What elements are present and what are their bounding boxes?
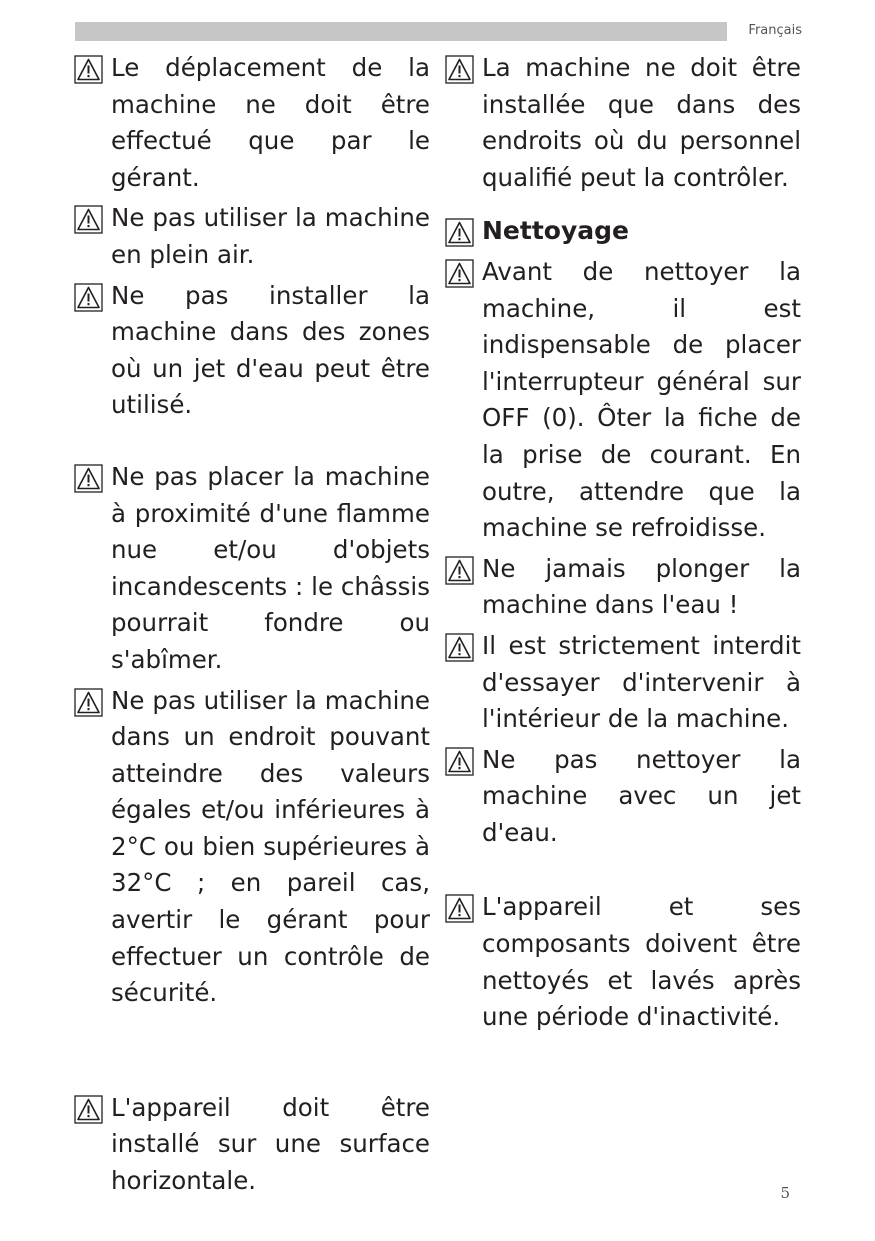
warning-item [74,1090,430,1200]
warning-triangle-icon [74,464,103,493]
warning-item [445,742,801,852]
warning-item [74,683,430,1012]
warning-triangle-icon [74,688,103,717]
warning-item [445,889,801,1035]
warning-text: Ne pas utiliser la machine en plein air. [111,203,430,269]
warning-text: Ne pas placer la machine à proximité d'une flamme nue et/ou d'objets incandescents : le châssis pourrait fondre ou s'abîmer. [111,461,430,674]
header-bar [75,22,727,41]
warning-triangle-icon [445,556,474,585]
section-heading [445,213,801,250]
warning-text: La machine ne doit être installée que dans des endroits où du personnel qualifié peut la contrôler. [482,53,801,192]
warning-text: Ne pas nettoyer la machine avec un jet d'eau. [482,744,801,847]
warning-text: Ne pas utiliser la machine dans un endroit pouvant atteindre des valeurs égales et/ou inférieures à 2°C ou bien supérieures à 32°C ; en pareil cas, avertir le gérant pour effectuer un contrôle de sécurité. [111,685,430,1008]
warning-triangle-icon [74,1095,103,1124]
right-column [445,50,801,1040]
warning-text: Il est strictement interdit d'essayer d'intervenir à l'intérieur de la machine. [482,630,801,734]
warning-item [445,628,801,738]
warning-text: Ne jamais plonger la machine dans l'eau ! [482,553,801,620]
warning-text: L'appareil doit être installé sur une surface horizontale. [111,1092,430,1196]
warning-triangle-icon [445,259,474,288]
warning-triangle-icon [445,633,474,662]
warning-item [445,254,801,547]
warning-triangle-icon [74,283,103,312]
warning-text: Ne pas installer la machine dans des zones où un jet d'eau peut être utilisé. [111,280,430,420]
language-label: Français [748,23,802,38]
warning-item [74,200,430,273]
warning-triangle-icon [445,55,474,84]
warning-item [74,278,430,424]
warning-triangle-icon [445,218,474,247]
warning-item [445,50,801,196]
warning-item [445,551,801,624]
warning-item [74,50,430,196]
warning-triangle-icon [445,747,474,776]
warning-triangle-icon [74,205,103,234]
warning-triangle-icon [445,894,474,923]
page-number: 5 [780,1184,790,1202]
warning-item [74,459,430,679]
left-column [74,50,430,1204]
warning-text: L'appareil et ses composants doivent être nettoyés et lavés après une période d'inactivité. [482,892,801,1032]
warning-triangle-icon [74,55,103,84]
section-title: Nettoyage [482,216,629,246]
warning-text: Le déplacement de la machine ne doit être effectué que par le gérant. [111,53,430,192]
warning-text: Avant de nettoyer la machine, il est indispensable de placer l'interrupteur général sur OFF (0). Ôter la fiche de la prise de courant. En outre, attendre que la machine se refroidisse. [482,256,801,543]
